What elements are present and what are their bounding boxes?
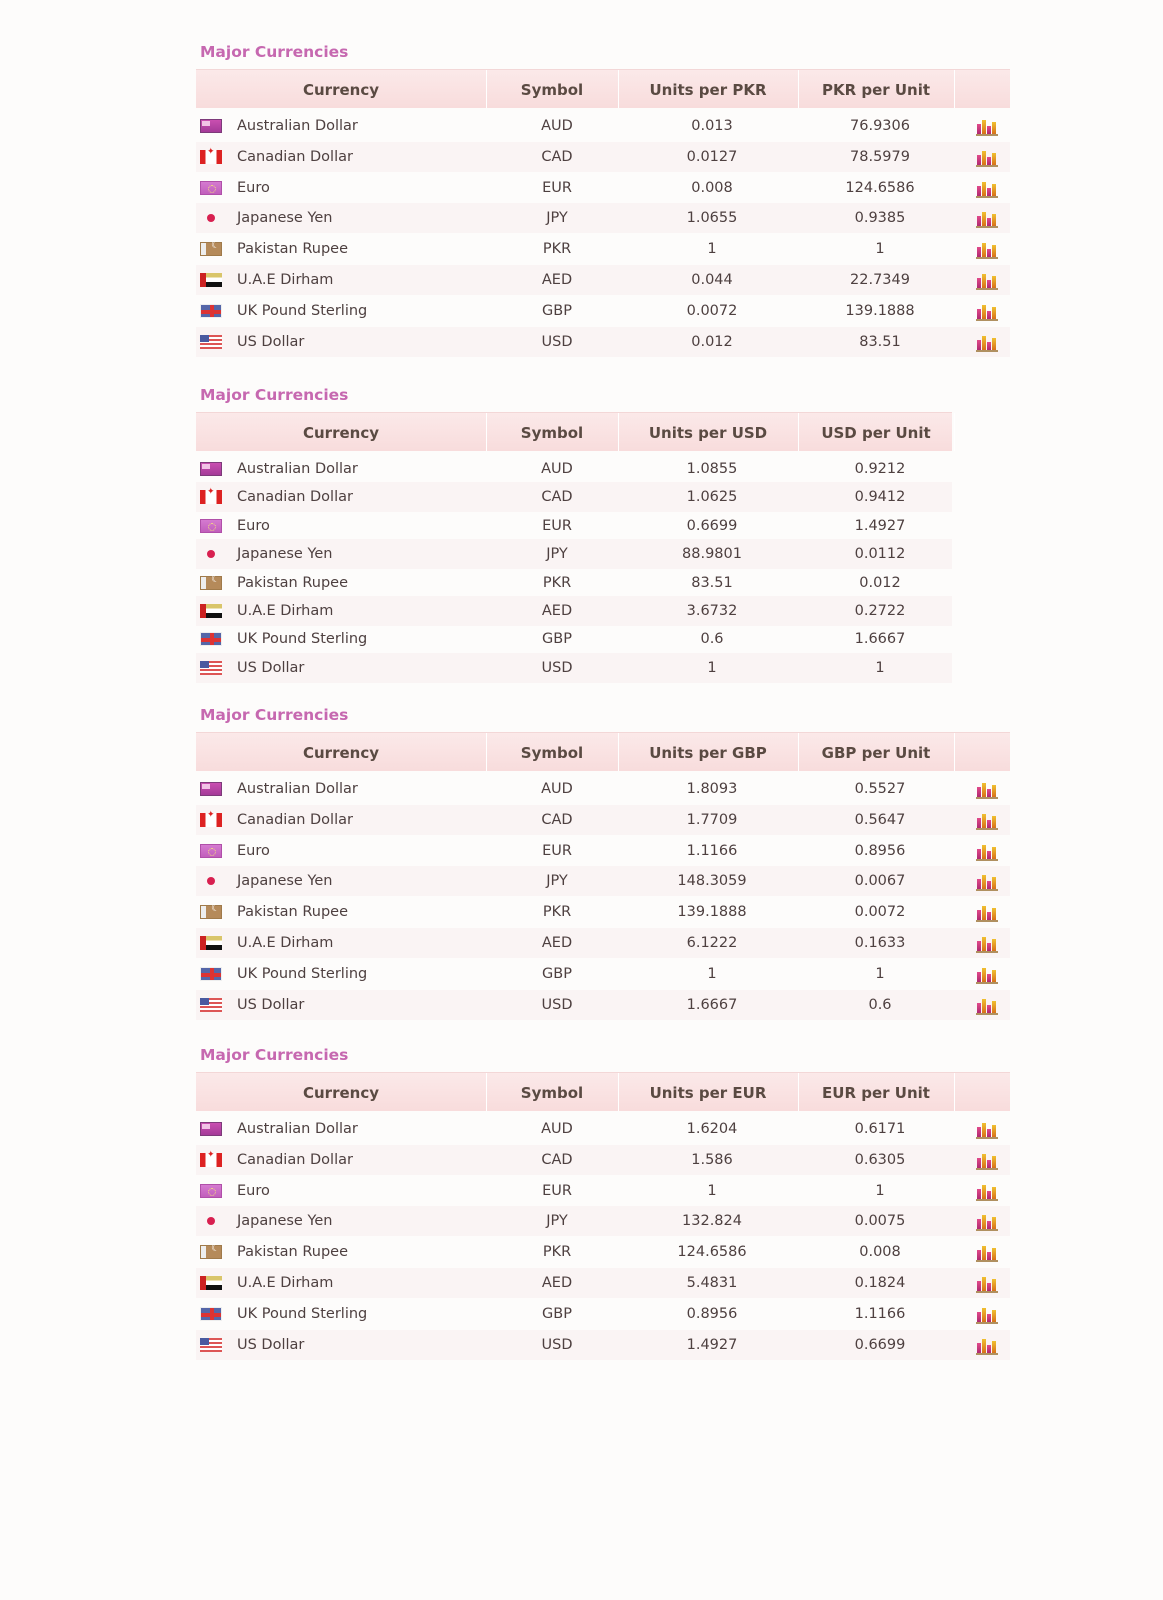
units-per-value: 0.6 [700, 631, 724, 648]
column-header-per-unit: PKR per Unit [798, 70, 955, 108]
usd-flag-icon [200, 998, 222, 1012]
aud-flag-icon [200, 462, 222, 476]
currency-symbol: PKR [542, 574, 572, 591]
column-header-currency: Currency [196, 70, 487, 108]
units-per-value: 0.008 [691, 179, 733, 196]
cad-flag-icon [200, 150, 222, 164]
currency-name: U.A.E Dirham [237, 935, 334, 951]
column-header-units-per: Units per USD [618, 413, 799, 451]
bar-chart-icon[interactable] [976, 334, 1000, 352]
currency-symbol: CAD [541, 148, 573, 165]
table-row [196, 539, 952, 569]
table-row [196, 1299, 1010, 1329]
table-row [196, 327, 1010, 357]
currency-symbol: EUR [542, 842, 572, 859]
currency-symbol: AUD [541, 781, 573, 797]
currency-symbol: JPY [546, 1213, 568, 1230]
per-unit-value: 0.5647 [854, 811, 906, 828]
section-title: Major Currencies [200, 43, 349, 61]
aed-flag-icon [200, 273, 222, 287]
bar-chart-icon[interactable] [976, 1337, 1000, 1355]
table-header-row [196, 1072, 1010, 1111]
currency-symbol: CAD [541, 811, 573, 828]
bar-chart-icon[interactable] [976, 1306, 1000, 1324]
currency-name: Australian Dollar [237, 781, 358, 797]
column-header-currency: Currency [196, 413, 487, 451]
units-per-value: 1.0655 [686, 210, 738, 227]
units-per-value: 88.9801 [682, 546, 742, 563]
column-header-per-unit: EUR per Unit [798, 1073, 955, 1111]
currency-symbol: JPY [546, 210, 568, 227]
units-per-value: 0.013 [691, 118, 733, 134]
units-per-value: 0.6699 [686, 517, 738, 534]
currency-symbol: PKR [542, 241, 572, 258]
aud-flag-icon [200, 119, 222, 133]
currency-name: Canadian Dollar [237, 489, 353, 506]
table-row [196, 265, 1010, 295]
currency-symbol: USD [541, 333, 573, 350]
section-title: Major Currencies [200, 706, 349, 724]
eur-flag-icon [200, 844, 222, 858]
units-per-value: 124.6586 [677, 1244, 747, 1261]
currency-symbol: GBP [542, 1305, 572, 1322]
table-row [196, 1145, 1010, 1175]
currency-name: Australian Dollar [237, 461, 358, 477]
units-per-value: 6.1222 [686, 935, 738, 951]
currency-name: US Dollar [237, 659, 305, 676]
aed-flag-icon [200, 936, 222, 950]
units-per-value: 1 [707, 659, 717, 676]
bar-chart-icon[interactable] [976, 1244, 1000, 1262]
units-per-value: 1.6204 [686, 1121, 738, 1137]
currency-symbol: USD [541, 1336, 573, 1353]
eur-flag-icon [200, 1184, 222, 1198]
units-per-value: 1.6667 [686, 996, 738, 1013]
currency-name: Pakistan Rupee [237, 574, 348, 591]
aed-flag-icon [200, 604, 222, 618]
currency-name: Euro [237, 842, 270, 859]
per-unit-value: 83.51 [859, 333, 901, 350]
cad-flag-icon [200, 490, 222, 504]
per-unit-value: 0.6 [868, 996, 892, 1013]
table-row [196, 173, 1010, 203]
column-header-per-unit: USD per Unit [798, 413, 955, 451]
bar-chart-icon[interactable] [976, 1152, 1000, 1170]
currency-name: Pakistan Rupee [237, 1244, 348, 1261]
gbp-flag-icon [200, 1307, 222, 1321]
currency-name: U.A.E Dirham [237, 1275, 334, 1291]
table-row [196, 234, 1010, 264]
currency-name: Australian Dollar [237, 1121, 358, 1137]
units-per-value: 0.012 [691, 333, 733, 350]
section-title: Major Currencies [200, 1046, 349, 1064]
per-unit-value: 0.9412 [854, 489, 906, 506]
currency-symbol: AED [541, 1275, 573, 1291]
currency-symbol: AUD [541, 1121, 573, 1137]
aud-flag-icon [200, 1122, 222, 1136]
units-per-value: 1.586 [691, 1151, 733, 1168]
table-row [196, 1176, 1010, 1206]
per-unit-value: 0.1824 [854, 1275, 906, 1291]
per-unit-value: 0.2722 [854, 603, 906, 619]
table-row [196, 1268, 1010, 1298]
currency-name: Australian Dollar [237, 118, 358, 134]
currency-name: UK Pound Sterling [237, 1305, 368, 1322]
table-row [196, 568, 952, 598]
per-unit-value: 0.012 [859, 574, 901, 591]
currency-name: Japanese Yen [237, 210, 333, 227]
column-header-units-per: Units per EUR [618, 1073, 799, 1111]
bar-chart-icon[interactable] [976, 272, 1000, 290]
gbp-flag-icon [200, 304, 222, 318]
per-unit-value: 0.5527 [854, 781, 906, 797]
pkr-flag-icon [200, 905, 222, 919]
per-unit-value: 0.9212 [854, 461, 906, 477]
per-unit-value: 1 [875, 241, 885, 258]
cad-flag-icon [200, 813, 222, 827]
bar-chart-icon[interactable] [976, 997, 1000, 1015]
column-header-symbol: Symbol [486, 1073, 619, 1111]
bar-chart-icon[interactable] [976, 149, 1000, 167]
currency-symbol: EUR [542, 179, 572, 196]
bar-chart-icon[interactable] [976, 210, 1000, 228]
units-per-value: 1.0625 [686, 489, 738, 506]
bar-chart-icon[interactable] [976, 241, 1000, 259]
column-header-currency: Currency [196, 733, 487, 771]
currency-symbol: PKR [542, 1244, 572, 1261]
units-per-value: 5.4831 [686, 1275, 738, 1291]
units-per-value: 0.8956 [686, 1305, 738, 1322]
currency-name: Japanese Yen [237, 546, 333, 563]
per-unit-value: 0.0112 [854, 546, 906, 563]
per-unit-value: 0.0067 [854, 873, 906, 890]
table-row [196, 990, 1010, 1020]
aud-flag-icon [200, 782, 222, 796]
table-row [196, 1237, 1010, 1267]
currency-symbol: AUD [541, 461, 573, 477]
currency-symbol: PKR [542, 904, 572, 921]
table-row [196, 805, 1010, 835]
currency-name: US Dollar [237, 333, 305, 350]
currency-name: U.A.E Dirham [237, 272, 334, 288]
units-per-value: 132.824 [682, 1213, 742, 1230]
eur-flag-icon [200, 181, 222, 195]
currency-symbol: USD [541, 659, 573, 676]
currency-name: Pakistan Rupee [237, 904, 348, 921]
eur-flag-icon [200, 519, 222, 533]
column-header-per-unit: GBP per Unit [798, 733, 955, 771]
bar-chart-icon[interactable] [976, 118, 1000, 136]
per-unit-value: 1 [875, 659, 885, 676]
pkr-flag-icon [200, 576, 222, 590]
per-unit-value: 1.6667 [854, 631, 906, 648]
per-unit-value: 0.6305 [854, 1151, 906, 1168]
per-unit-value: 0.0075 [854, 1213, 906, 1230]
table-row [196, 624, 952, 654]
per-unit-value: 1.4927 [854, 517, 906, 534]
table-row [196, 653, 952, 683]
currency-name: Euro [237, 179, 270, 196]
cad-flag-icon [200, 1153, 222, 1167]
table-row [196, 511, 952, 541]
bar-chart-icon[interactable] [976, 180, 1000, 198]
currency-symbol: AED [541, 272, 573, 288]
bar-chart-icon[interactable] [976, 935, 1000, 953]
table-header-row [196, 412, 952, 451]
table-row [196, 928, 1010, 958]
bar-chart-icon[interactable] [976, 843, 1000, 861]
currency-symbol: CAD [541, 1151, 573, 1168]
bar-chart-icon[interactable] [976, 303, 1000, 321]
section-title: Major Currencies [200, 386, 349, 404]
currency-symbol: GBP [542, 631, 572, 648]
currency-name: Japanese Yen [237, 1213, 333, 1230]
units-per-value: 1.4927 [686, 1336, 738, 1353]
column-header-symbol: Symbol [486, 733, 619, 771]
per-unit-value: 0.8956 [854, 842, 906, 859]
bar-chart-icon[interactable] [976, 1183, 1000, 1201]
column-header-units-per: Units per GBP [618, 733, 799, 771]
currency-symbol: EUR [542, 517, 572, 534]
per-unit-value: 124.6586 [845, 179, 915, 196]
bar-chart-icon[interactable] [976, 904, 1000, 922]
table-row [196, 203, 1010, 233]
bar-chart-icon[interactable] [976, 1275, 1000, 1293]
per-unit-value: 22.7349 [850, 272, 910, 288]
table-row [196, 454, 952, 484]
currency-name: US Dollar [237, 1336, 305, 1353]
units-per-value: 148.3059 [677, 873, 747, 890]
table-row [196, 774, 1010, 804]
per-unit-value: 78.5979 [850, 148, 910, 165]
units-per-value: 83.51 [691, 574, 733, 591]
currency-name: Canadian Dollar [237, 811, 353, 828]
bar-chart-icon[interactable] [976, 966, 1000, 984]
table-row [196, 959, 1010, 989]
currency-symbol: GBP [542, 965, 572, 982]
per-unit-value: 1 [875, 1182, 885, 1199]
table-row [196, 866, 1010, 896]
bar-chart-icon[interactable] [976, 781, 1000, 799]
table-row [196, 897, 1010, 927]
currency-symbol: AUD [541, 118, 573, 134]
table-header-row [196, 69, 1010, 108]
currency-symbol: JPY [546, 873, 568, 890]
bar-chart-icon[interactable] [976, 873, 1000, 891]
per-unit-value: 76.9306 [850, 118, 910, 134]
gbp-flag-icon [200, 632, 222, 646]
jpy-flag-icon [200, 211, 222, 225]
units-per-value: 0.0127 [686, 148, 738, 165]
currency-symbol: JPY [546, 546, 568, 563]
column-header-symbol: Symbol [486, 70, 619, 108]
units-per-value: 1.0855 [686, 461, 738, 477]
bar-chart-icon[interactable] [976, 1213, 1000, 1231]
currency-symbol: CAD [541, 489, 573, 506]
per-unit-value: 139.1888 [845, 302, 915, 319]
bar-chart-icon[interactable] [976, 812, 1000, 830]
currency-name: Euro [237, 1182, 270, 1199]
units-per-value: 1 [707, 965, 717, 982]
per-unit-value: 0.0072 [854, 904, 906, 921]
gbp-flag-icon [200, 967, 222, 981]
table-row [196, 111, 1010, 141]
jpy-flag-icon [200, 547, 222, 561]
units-per-value: 139.1888 [677, 904, 747, 921]
column-header-units-per: Units per PKR [618, 70, 799, 108]
table-row [196, 296, 1010, 326]
currency-name: Canadian Dollar [237, 148, 353, 165]
column-header-symbol: Symbol [486, 413, 619, 451]
currency-name: US Dollar [237, 996, 305, 1013]
currency-name: Euro [237, 517, 270, 534]
units-per-value: 0.0072 [686, 302, 738, 319]
currency-symbol: EUR [542, 1182, 572, 1199]
units-per-value: 1 [707, 241, 717, 258]
per-unit-value: 0.9385 [854, 210, 906, 227]
units-per-value: 3.6732 [686, 603, 738, 619]
per-unit-value: 0.008 [859, 1244, 901, 1261]
currency-name: Pakistan Rupee [237, 241, 348, 258]
currency-name: UK Pound Sterling [237, 302, 368, 319]
currency-name: U.A.E Dirham [237, 603, 334, 619]
table-row [196, 1330, 1010, 1360]
currency-name: UK Pound Sterling [237, 631, 368, 648]
table-row [196, 142, 1010, 172]
usd-flag-icon [200, 1338, 222, 1352]
jpy-flag-icon [200, 874, 222, 888]
column-header-currency: Currency [196, 1073, 487, 1111]
currency-symbol: AED [541, 603, 573, 619]
aed-flag-icon [200, 1276, 222, 1290]
currency-symbol: AED [541, 935, 573, 951]
pkr-flag-icon [200, 1245, 222, 1259]
units-per-value: 1.7709 [686, 811, 738, 828]
per-unit-value: 0.6699 [854, 1336, 906, 1353]
currency-name: Canadian Dollar [237, 1151, 353, 1168]
units-per-value: 0.044 [691, 272, 733, 288]
table-header-row [196, 732, 1010, 771]
bar-chart-icon[interactable] [976, 1121, 1000, 1139]
table-row [196, 1206, 1010, 1236]
currency-name: Japanese Yen [237, 873, 333, 890]
jpy-flag-icon [200, 1214, 222, 1228]
per-unit-value: 0.6171 [854, 1121, 906, 1137]
currency-symbol: GBP [542, 302, 572, 319]
per-unit-value: 1 [875, 965, 885, 982]
table-row [196, 482, 952, 512]
table-row [196, 836, 1010, 866]
pkr-flag-icon [200, 242, 222, 256]
units-per-value: 1.8093 [686, 781, 738, 797]
currency-symbol: USD [541, 996, 573, 1013]
currency-name: UK Pound Sterling [237, 965, 368, 982]
per-unit-value: 1.1166 [854, 1305, 906, 1322]
usd-flag-icon [200, 335, 222, 349]
table-row [196, 1114, 1010, 1144]
per-unit-value: 0.1633 [854, 935, 906, 951]
units-per-value: 1.1166 [686, 842, 738, 859]
table-row [196, 596, 952, 626]
units-per-value: 1 [707, 1182, 717, 1199]
usd-flag-icon [200, 661, 222, 675]
